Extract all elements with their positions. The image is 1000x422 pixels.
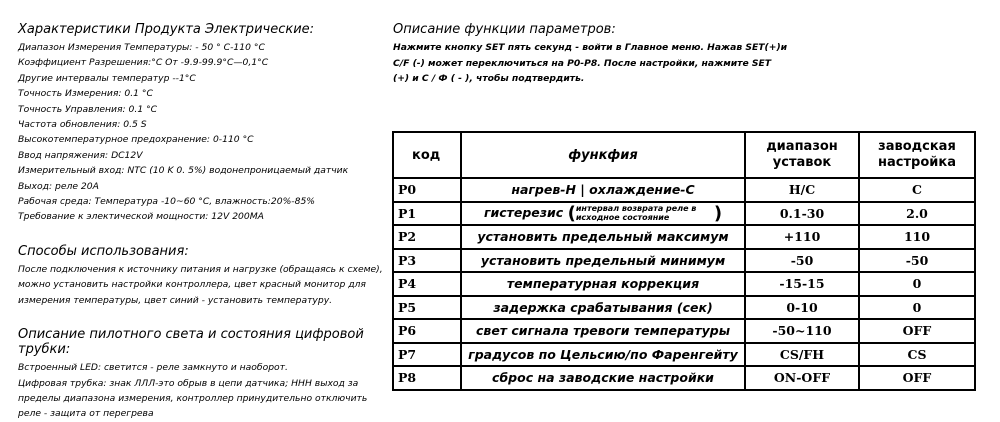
header-function: функфия: [461, 132, 745, 178]
spec-line: Рабочая среда: Температура -10~60 °С, влажность:20%-85%: [18, 196, 316, 208]
params-line: Нажмите кнопку SET пять секунд - войти в Главное меню. Нажав SET(+)и: [393, 42, 788, 53]
row-range: +110: [745, 225, 859, 249]
row-function: задержка срабатывания (сек): [461, 296, 745, 320]
row-range: H/C: [745, 178, 859, 202]
row-default: OFF: [859, 366, 975, 390]
table-header-row: [393, 132, 975, 178]
row-default: -50: [859, 249, 975, 273]
table-row: [393, 249, 975, 273]
header-range: диапазон уставок: [745, 132, 859, 178]
row-default: OFF: [859, 319, 975, 343]
table-row: [393, 225, 975, 249]
params-description: [393, 22, 983, 87]
spec-line: Требование к электической мощности: 12V 200MA: [18, 211, 264, 223]
row-code: P8: [393, 366, 461, 390]
usage-title: Способы использования:: [18, 243, 189, 259]
params-line: C/F (-) может переключиться на P0-P8. После настройки, нажмите SET: [393, 57, 772, 69]
specs-title: Характеристики Продукта Электрические:: [18, 22, 315, 37]
row-range: -50: [745, 249, 859, 273]
table-row: [393, 296, 975, 320]
row-range: -15-15: [745, 272, 859, 296]
row-function: градусов по Цельсию/по Фаренгейту: [461, 343, 745, 367]
row-function: гистерезис (интервал возврата реле в исходное состояние ): [461, 202, 745, 226]
row-range: -50~110: [745, 319, 859, 343]
row-default: 0: [859, 272, 975, 296]
left-column: [18, 22, 390, 422]
specs-list: [18, 40, 390, 225]
spec-line: Частота обновления: 0.5 S: [18, 119, 147, 131]
spec-line: Выход: реле 20А: [18, 180, 99, 192]
row-function: температурная коррекция: [461, 272, 745, 296]
spec-line: Измерительный вход: NTC (10 K 0. 5%) водонепроницаемый датчик: [18, 165, 349, 177]
row-default: 110: [859, 225, 975, 249]
spec-line: Высокотемпературное предохранение: 0-110 °С: [18, 134, 254, 146]
spec-line: Точность Управления: 0.1 °С: [18, 103, 158, 115]
spec-line: Точность Измерения: 0.1 °С: [18, 88, 153, 100]
spec-line: Ввод напряжения: DC12V: [18, 149, 143, 161]
spec-line: Диапазон Измерения Температуры: - 50 ° С-110 °С: [18, 42, 265, 53]
table-row: [393, 272, 975, 296]
spec-line: Другие интервалы температур --1°С: [18, 72, 196, 84]
table-row: [393, 178, 975, 202]
row-code: P2: [393, 225, 461, 249]
row-code: P1: [393, 202, 461, 226]
header-default: заводская настройка: [859, 132, 975, 178]
row-function-label: гистерезис: [483, 204, 564, 220]
row-code: P4: [393, 272, 461, 296]
row-function: установить предельный минимум: [461, 249, 745, 273]
table-row: [393, 319, 975, 343]
parameters-table: [392, 131, 976, 391]
row-function-note: интервал возврата реле в исходное состояние: [575, 204, 697, 223]
pilot-led-text: Встроенный LED: светится - реле замкнуто и наоборот.: [18, 362, 288, 374]
row-range: 0.1-30: [745, 202, 859, 226]
row-code: P5: [393, 296, 461, 320]
row-default: 2.0: [859, 202, 975, 226]
row-range: CS/FH: [745, 343, 859, 367]
row-code: P6: [393, 319, 461, 343]
row-function: установить предельный максимум: [461, 225, 745, 249]
row-range: ON-OFF: [745, 366, 859, 390]
row-range: 0-10: [745, 296, 859, 320]
row-code: P7: [393, 343, 461, 367]
spec-line: Коэффициент Разрешения:°С От -9.9-99.9°С—0,1°С: [18, 57, 269, 69]
header-code: код: [393, 132, 461, 178]
params-line: (+) и С / Ф ( - ), чтобы подтвердить.: [393, 73, 585, 84]
row-default: 0: [859, 296, 975, 320]
params-title: Описание функции параметров:: [393, 22, 616, 37]
row-default: C: [859, 178, 975, 202]
row-code: P0: [393, 178, 461, 202]
table-row: [393, 366, 975, 390]
row-code: P3: [393, 249, 461, 273]
usage-text: После подключения к источнику питания и нагрузке (обращаясь к схеме), можно установить настройки контроллера, цвет красный монитор для измерения температуры, цвет синий - установить температуру.: [18, 263, 383, 306]
row-function: нагрев-Н | охлаждение-С: [461, 178, 745, 202]
row-default: CS: [859, 343, 975, 367]
pilot-tube-text: Цифровая трубка: знак ЛЛЛ-это обрыв в цепи датчика; HHH выход за пределы диапазона измерения, контроллер принудительно отключить реле - защита от перегрева: [18, 377, 368, 420]
row-function: свет сигнала тревоги температуры: [461, 319, 745, 343]
pilot-title: Описание пилотного света и состояния цифровой трубки:: [18, 327, 364, 358]
table-row: [393, 202, 975, 226]
row-function: сброс на заводские настройки: [461, 366, 745, 390]
table-row: [393, 343, 975, 367]
